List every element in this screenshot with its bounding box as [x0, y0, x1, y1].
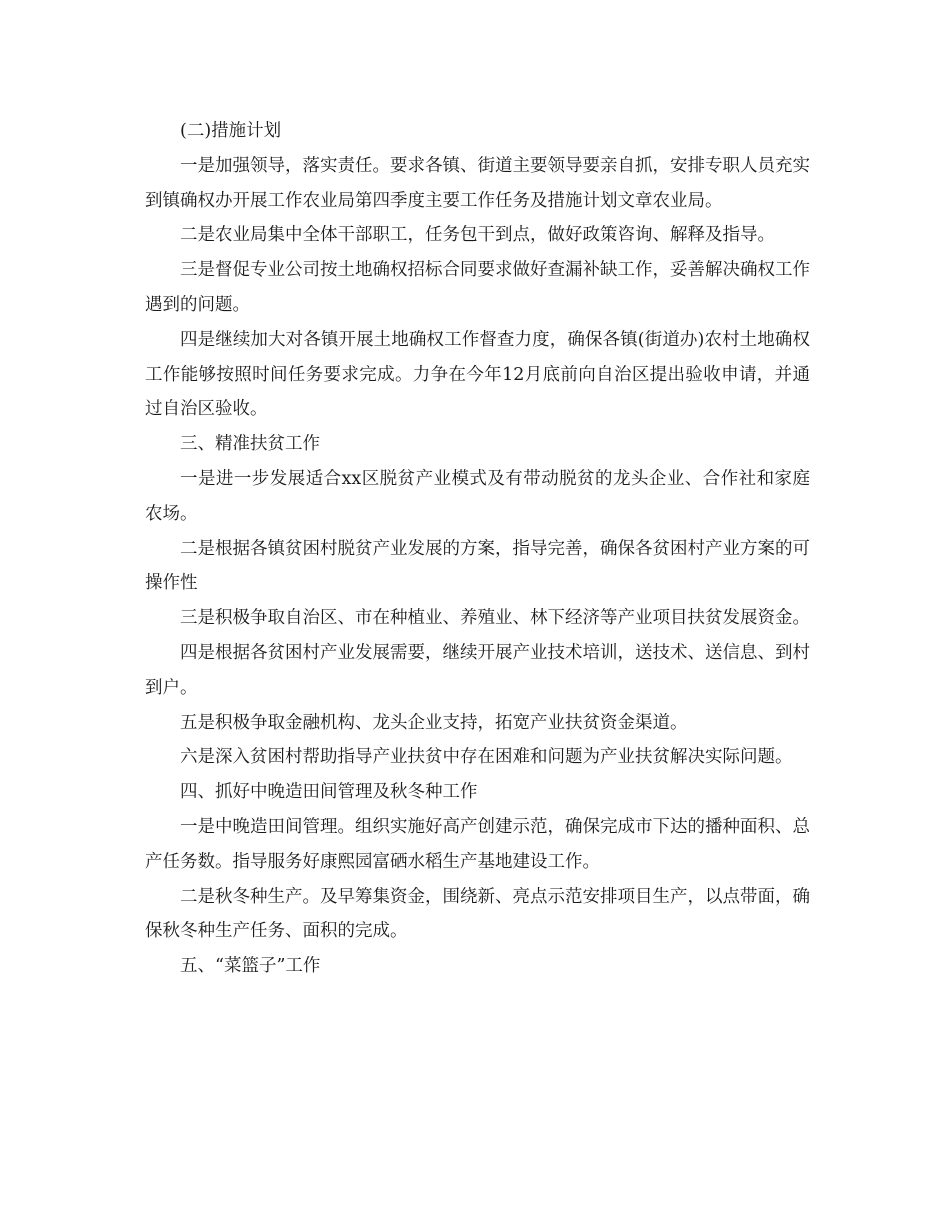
paragraph-guidance: 六是深入贫困村帮助指导产业扶贫中存在困难和问题为产业扶贫解决实际问题。 [180, 747, 793, 768]
paragraph-training: 四是根据各贫困村产业发展需要，继续开展产业技术培训，送技术、送信息、到村到户。 [145, 642, 810, 698]
paragraph-autumn-winter: 二是秋冬种生产。及早筹集资金，围绕新、亮点示范安排项目生产，以点带面，确保秋冬种生产任务、面积的完成。 [145, 886, 810, 942]
paragraph-supervise-company: 三是督促专业公司按土地确权招标合同要求做好查漏补缺工作，妥善解决确权工作遇到的问题。 [145, 260, 810, 315]
document-body [145, 114, 810, 984]
paragraph-funding: 三是积极争取自治区、市在种植业、养殖业、林下经济等产业项目扶贫发展资金。 [180, 608, 810, 629]
paragraph-industry-model: 一是进一步发展适合xx区脱贫产业模式及有带动脱贫的龙头企业、合作社和家庭农场。 [145, 468, 810, 524]
paragraph-staff: 二是农业局集中全体干部职工，任务包干到点，做好政策咨询、解释及指导。 [180, 225, 775, 246]
paragraph-leadership: 一是加强领导，落实责任。要求各镇、街道主要领导要亲自抓，安排专职人员充实到镇确权办开展工作农业局第四季度主要工作任务及措施计划文章农业局。 [145, 155, 810, 211]
section-heading-field-management: 四、抓好中晚造田间管理及秋冬种工作 [180, 782, 478, 803]
paragraph-mid-late-season: 一是中晚造田间管理。组织实施好高产创建示范，确保完成市下达的播种面积、总产任务数。指导服务好康熙园富硒水稻生产基地建设工作。 [145, 816, 810, 872]
paragraph-finance: 五是积极争取金融机构、龙头企业支持，拓宽产业扶贫资金渠道。 [180, 712, 688, 733]
section-heading-poverty: 三、精准扶贫工作 [180, 434, 320, 455]
paragraph-inspection: 四是继续加大对各镇开展土地确权工作督查力度，确保各镇(街道办)农村土地确权工作能够按照时间任务要求完成。力争在今年12月底前向自治区提出验收申请，并通过自治区验收。 [145, 329, 810, 420]
paragraph-village-plan: 二是根据各镇贫困村脱贫产业发展的方案，指导完善，确保各贫困村产业方案的可操作性 [145, 538, 810, 594]
section-heading-vegetable-basket: 五、“菜篮子”工作 [180, 956, 321, 977]
section-heading-measures: (二)措施计划 [180, 121, 282, 141]
